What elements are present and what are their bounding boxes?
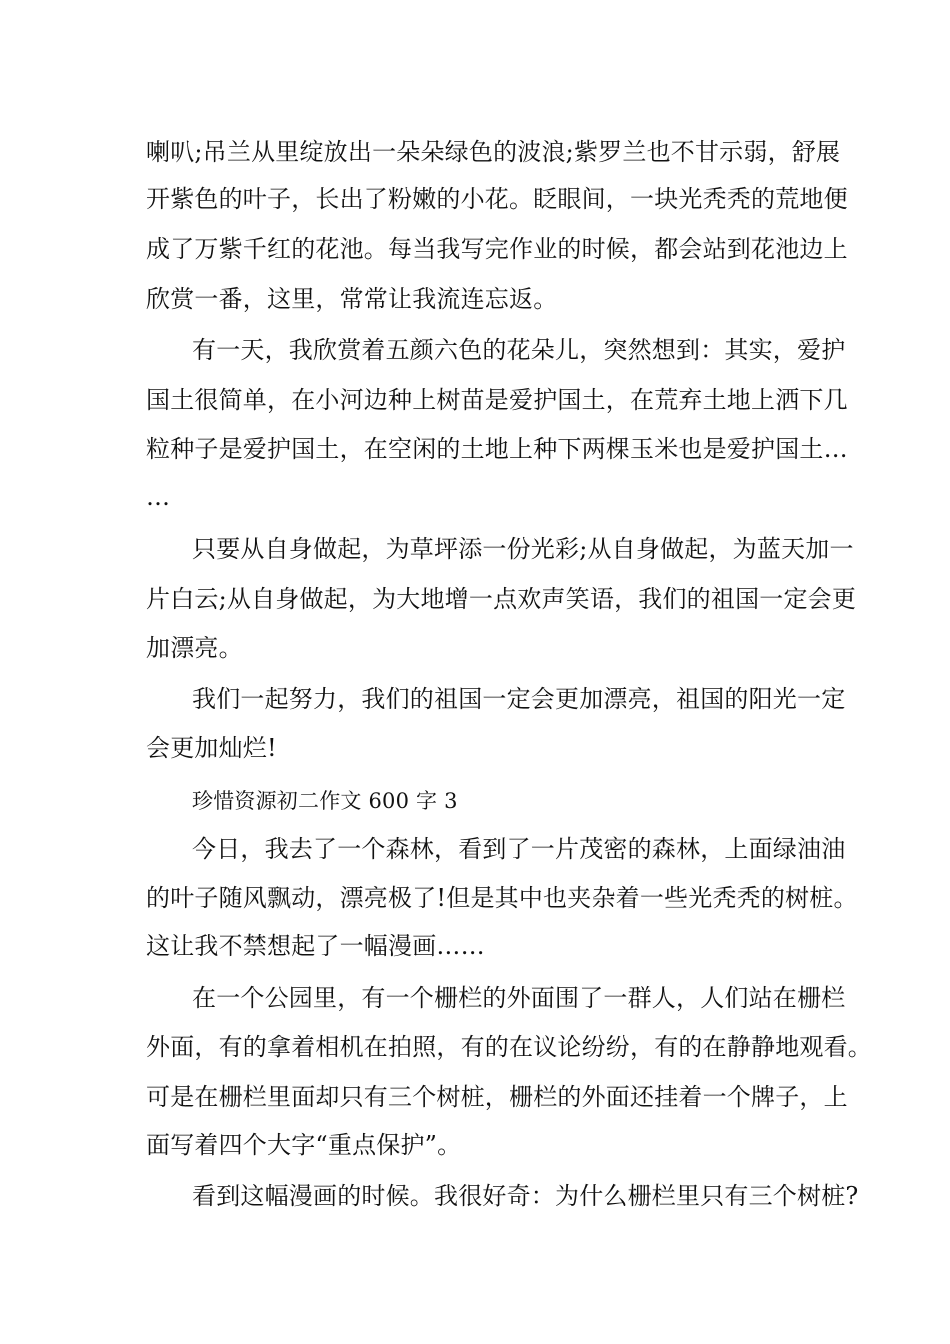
text-line: … xyxy=(146,483,171,511)
text-line: 看到这幅漫画的时候。我很好奇：为什么栅栏里只有三个树桩? xyxy=(192,1182,859,1210)
text-line: 喇叭;吊兰从里绽放出一朵朵绿色的波浪;紫罗兰也不甘示弱，舒展 xyxy=(146,138,841,166)
text-line: 加漂亮。 xyxy=(146,634,243,662)
text-line: 会更加灿烂! xyxy=(146,734,277,762)
text-line: 成了万紫千红的花池。每当我写完作业的时候，都会站到花池边上 xyxy=(146,235,848,263)
text-line: 可是在栅栏里面却只有三个树桩，栅栏的外面还挂着一个牌子，上 xyxy=(146,1083,848,1111)
text-line: 的叶子随风飘动，漂亮极了!但是其中也夹杂着一些光秃秃的树桩。 xyxy=(146,884,858,912)
text-line: 今日，我去了一个森林，看到了一片茂密的森林，上面绿油油 xyxy=(192,835,846,863)
text-line: 我们一起努力，我们的祖国一定会更加漂亮，祖国的阳光一定 xyxy=(192,685,846,713)
text-line: 只要从自身做起，为草坪添一份光彩;从自身做起，为蓝天加一 xyxy=(192,535,854,563)
section-heading: 珍惜资源初二作文 600 字 3 xyxy=(192,789,458,813)
text-line: 欣赏一番，这里，常常让我流连忘返。 xyxy=(146,285,558,313)
text-line: 面写着四个大字“重点保护”。 xyxy=(146,1131,462,1159)
text-line: 片白云;从自身做起，为大地增一点欢声笑语，我们的祖国一定会更 xyxy=(146,585,857,613)
text-line: 在一个公园里，有一个栅栏的外面围了一群人，人们站在栅栏 xyxy=(192,984,846,1012)
text-line: 国土很简单，在小河边种上树苗是爱护国土，在荒弃土地上洒下几 xyxy=(146,386,848,414)
text-line: 开紫色的叶子，长出了粉嫩的小花。眨眼间，一块光秃秃的荒地便 xyxy=(146,185,848,213)
text-line: 有一天，我欣赏着五颜六色的花朵儿，突然想到：其实，爱护 xyxy=(192,336,846,364)
text-line: 外面，有的拿着相机在拍照，有的在议论纷纷，有的在静静地观看。 xyxy=(146,1033,872,1061)
text-line: 这让我不禁想起了一幅漫画…… xyxy=(146,932,485,960)
text-line: 粒种子是爱护国土，在空闲的土地上种下两棵玉米也是爱护国土… xyxy=(146,435,848,463)
